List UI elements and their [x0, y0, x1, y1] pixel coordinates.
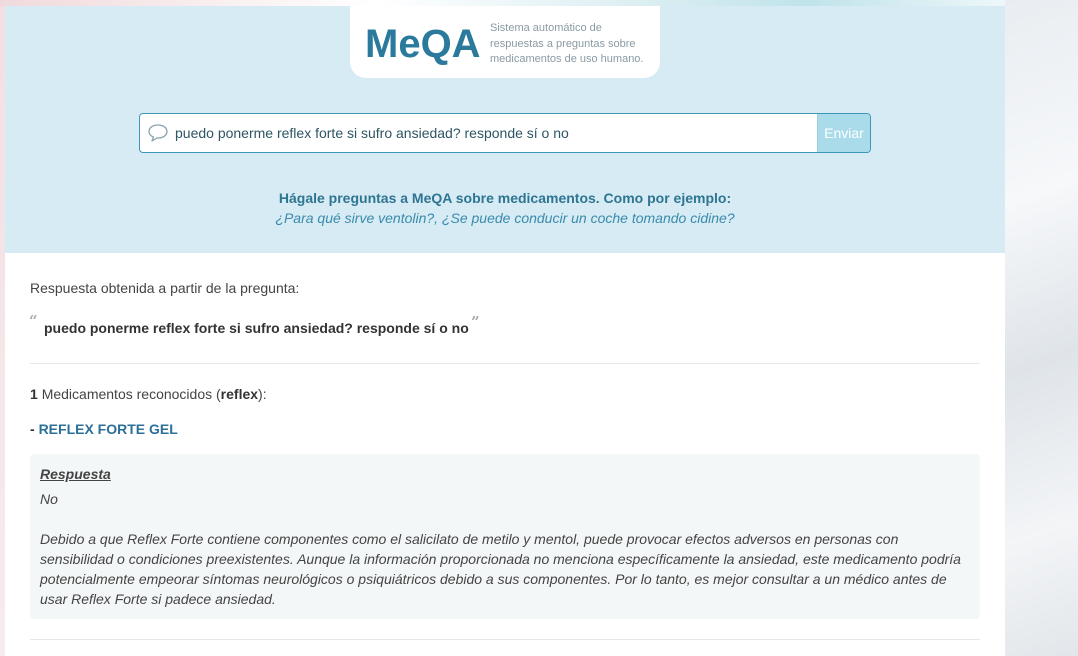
hint-examples: ¿Para qué sirve ventolin?, ¿Se puede conducir un coche tomando cidine?: [275, 210, 735, 226]
logo[interactable]: MeQA: [365, 22, 481, 66]
speech-bubble-icon: [147, 123, 169, 143]
send-button[interactable]: Enviar: [817, 114, 870, 152]
answer-short: No: [40, 491, 58, 507]
logo-box: [350, 6, 660, 78]
divider: [30, 363, 980, 364]
main-container: [5, 6, 1005, 656]
meds-term: reflex: [220, 386, 259, 402]
search-input[interactable]: [175, 114, 815, 152]
search-form: [139, 113, 871, 153]
meds-suffix: ):: [258, 386, 267, 402]
divider-bottom: [30, 639, 980, 640]
page-background-side: [1005, 0, 1078, 656]
close-quote-icon: ”: [471, 313, 480, 331]
answer-title: Respuesta: [40, 466, 111, 482]
medication-dash: -: [30, 421, 39, 437]
question-label: Respuesta obtenida a partir de la pregunta:: [30, 280, 300, 296]
answer-text: Debido a que Reflex Forte contiene componentes como el salicilato de metilo y mentol, puede provocar efectos adversos en personas con sensibilidad o condiciones preexistentes. Aunque la información proporcionada no menciona específicamente la ansiedad, este medicamento podría potencialmente empeorar síntomas neurológicos o psiquiátricos debido a sus componentes. Por lo tanto, es mejor consultar a un médico antes de usar Reflex Forte si padece ansiedad.: [40, 531, 961, 607]
hero-section: [5, 6, 1005, 253]
tagline: Sistema automático de respuestas a preguntas sobre medicamentos de uso humano.: [490, 22, 644, 65]
question-quote: puedo ponerme reflex forte si sufro ansiedad? responde sí o no: [44, 320, 469, 336]
meds-count: 1: [30, 386, 38, 402]
open-quote-icon: “: [29, 312, 38, 330]
answer-box: [30, 454, 980, 619]
meds-label: Medicamentos reconocidos (: [41, 386, 221, 402]
medication-link[interactable]: [30, 421, 178, 437]
meds-recognized: [30, 386, 267, 402]
hint-title: Hágale preguntas a MeQA sobre medicamentos. Como por ejemplo:: [278, 190, 732, 206]
medication-name[interactable]: REFLEX FORTE GEL: [38, 421, 178, 437]
